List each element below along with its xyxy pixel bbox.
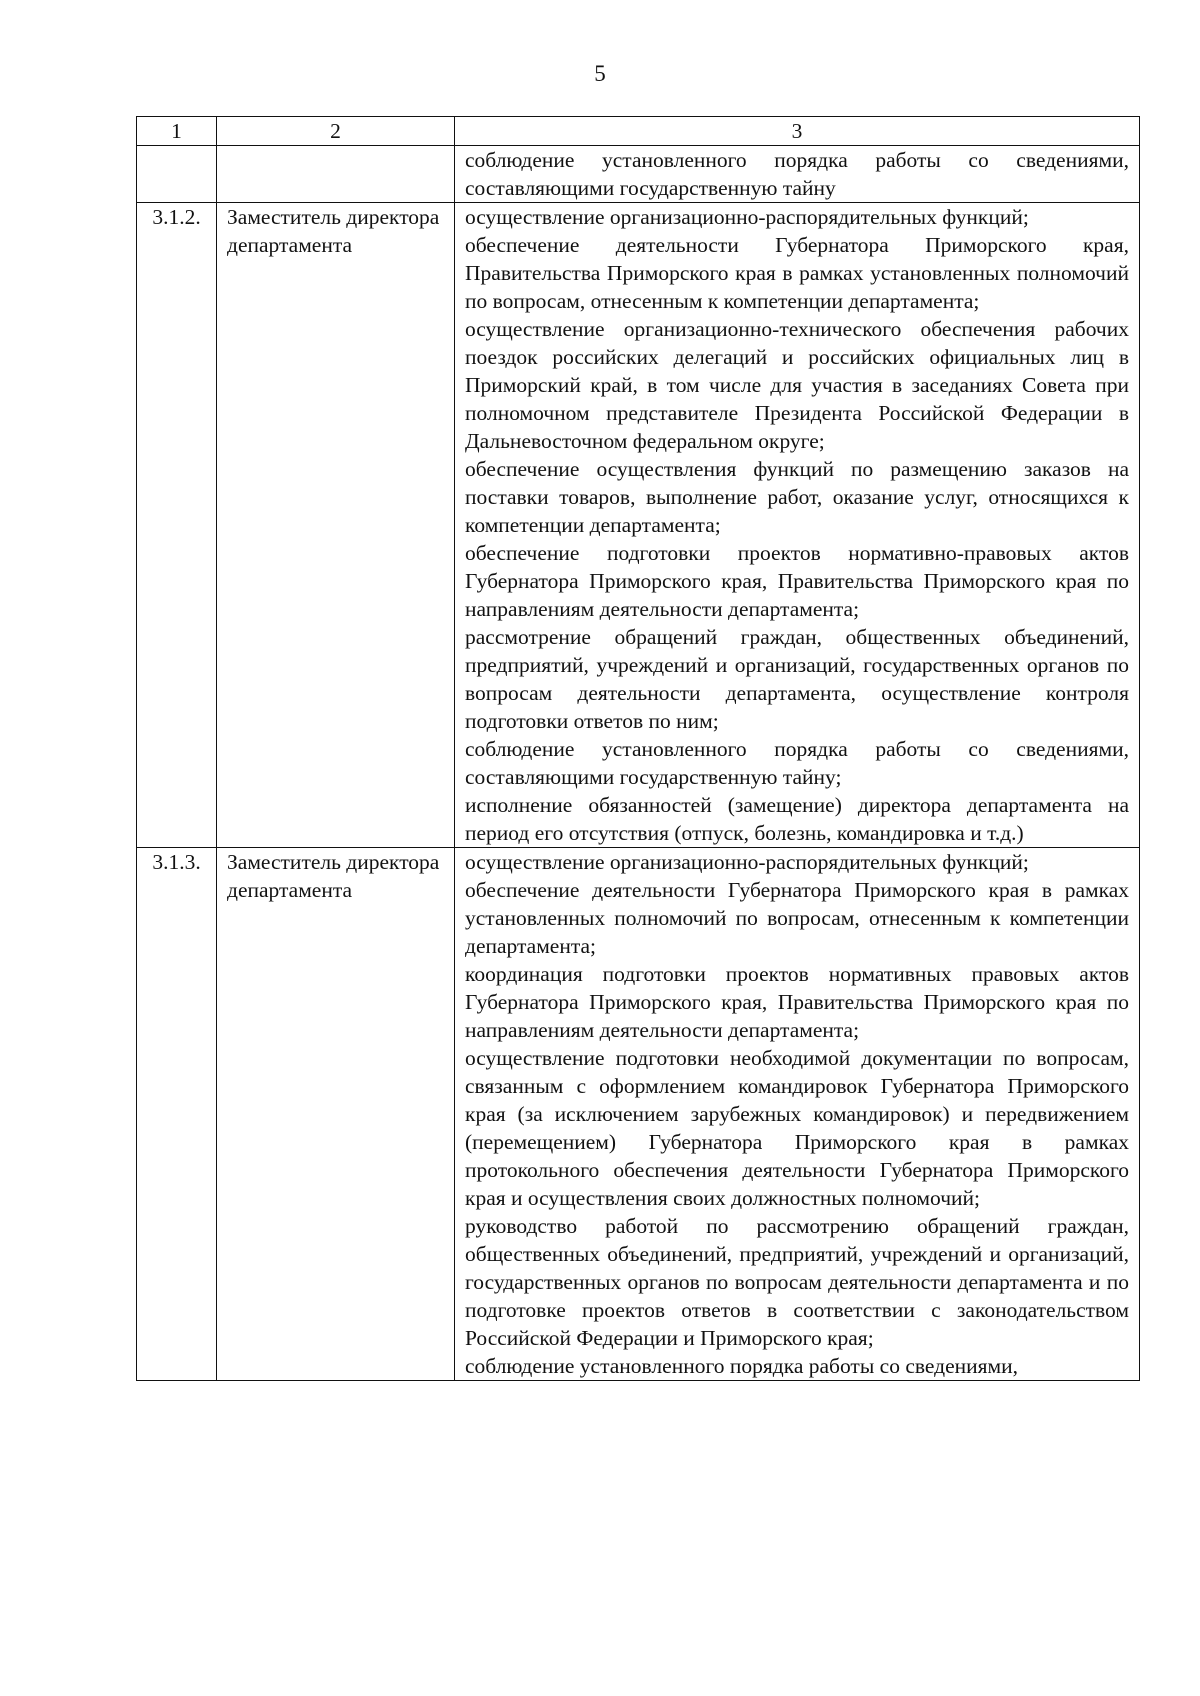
- duty-item: рассмотрение обращений граждан, общественных объединений, предприятий, учреждений и организаций, государственных органов по вопросам деятельности департамента, осуществление контроля подготовки ответов по ним;: [465, 625, 1129, 733]
- duty-item: осуществление организационно-распорядительных функций;: [465, 850, 1029, 874]
- duty-item: руководство работой по рассмотрению обращений граждан, общественных объединений, предприятий, учреждений и организаций, государственных органов по вопросам деятельности департамента и по подготовке проектов ответов в соответствии с законодательством Российской Федерации и Приморского края;: [465, 1214, 1129, 1350]
- duty-item: исполнение обязанностей (замещение) директора департамента на период его отсутствия (отпуск, болезнь, командировка и т.д.): [465, 793, 1129, 845]
- duty-item: осуществление подготовки необходимой документации по вопросам, связанным с оформлением командировок Губернатора Приморского края (за исключением зарубежных командировок) и передвижением (перемещением) Губернатора Приморского края в рамках протокольного обеспечения деятельности Губернатора Приморского края и осуществления своих должностных полномочий;: [465, 1046, 1129, 1210]
- table-row: [137, 203, 1140, 848]
- row-number: 3.1.3.: [137, 848, 217, 1381]
- duty-item: соблюдение установленного порядка работы со сведениями, составляющими государственную тайну: [465, 148, 1129, 200]
- column-header-3: 3: [455, 117, 1140, 146]
- duty-item: соблюдение установленного порядка работы со сведениями, составляющими государственную тайну;: [465, 737, 1129, 789]
- duties-cell: [455, 848, 1140, 1381]
- table-header-row: [137, 117, 1140, 146]
- position-title: Заместитель директора департамента: [217, 848, 455, 1381]
- duty-item: координация подготовки проектов нормативных правовых актов Губернатора Приморского края, Правительства Приморского края по направлениям деятельности департамента;: [465, 962, 1129, 1042]
- table-row: [137, 146, 1140, 203]
- page-number: 5: [594, 61, 606, 86]
- position-title: [217, 146, 455, 203]
- duty-item: соблюдение установленного порядка работы со сведениями,: [465, 1354, 1019, 1378]
- duties-cell: [455, 146, 1140, 203]
- row-number: 3.1.2.: [137, 203, 217, 848]
- duty-item: обеспечение деятельности Губернатора Приморского края, Правительства Приморского края в рамках установленных полномочий по вопросам, отнесенным к компетенции департамента;: [465, 233, 1129, 313]
- row-number: [137, 146, 217, 203]
- duties-cell: [455, 203, 1140, 848]
- column-header-2: 2: [217, 117, 455, 146]
- column-header-1: 1: [137, 117, 217, 146]
- duty-item: обеспечение деятельности Губернатора Приморского края в рамках установленных полномочий по вопросам, отнесенным к компетенции департамента;: [465, 878, 1129, 958]
- duty-item: обеспечение подготовки проектов нормативно-правовых актов Губернатора Приморского края, Правительства Приморского края по направлениям деятельности департамента;: [465, 541, 1129, 621]
- position-title: Заместитель директора департамента: [217, 203, 455, 848]
- duties-table: [136, 116, 1140, 1381]
- duty-item: осуществление организационно-технического обеспечения рабочих поездок российских делегаций и российских официальных лиц в Приморский край, в том числе для участия в заседаниях Совета при полномочном представителе Президента Российской Федерации в Дальневосточном федеральном округе;: [465, 317, 1129, 453]
- duty-item: осуществление организационно-распорядительных функций;: [465, 205, 1029, 229]
- table-row: [137, 848, 1140, 1381]
- duty-item: обеспечение осуществления функций по размещению заказов на поставки товаров, выполнение работ, оказание услуг, относящихся к компетенции департамента;: [465, 457, 1129, 537]
